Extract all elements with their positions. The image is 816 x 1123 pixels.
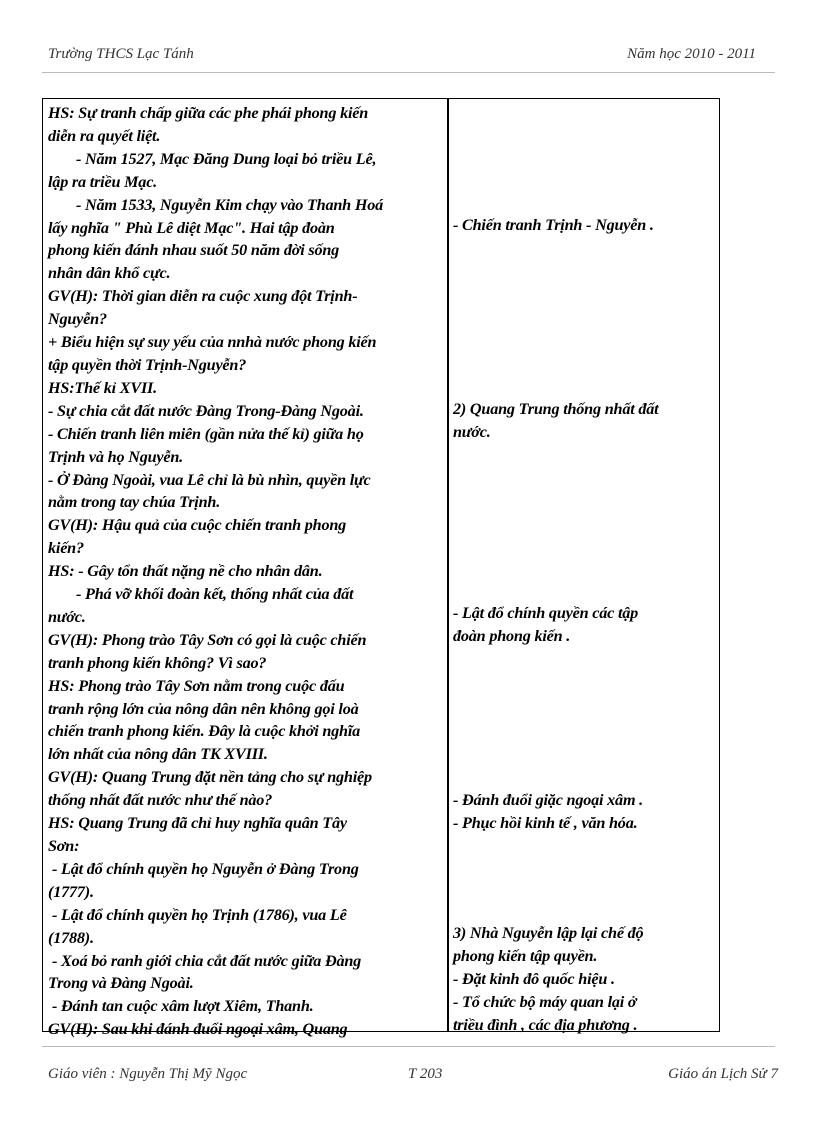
column-divider [447,99,449,1031]
left-line: - Chiến tranh liên miên (gần nửa thế kỉ) giữa họ [48,424,364,443]
page-number: T 203 [408,1066,443,1082]
lesson-table [42,98,720,1039]
left-line: - Ở Đàng Ngoài, vua Lê chỉ là bù nhìn, quyền lực [48,470,371,489]
left-line: (1777). [48,882,94,901]
left-line: Trong và Đàng Ngoài. [48,974,194,993]
left-line: tranh phong kiến không? Vì sao? [48,653,267,672]
left-line: - Lật đổ chính quyền họ Nguyễn ở Đàng Trong [52,859,359,878]
left-line: chiến tranh phong kiến. Đây là cuộc khởi nghĩa [48,722,361,741]
left-line: GV(H): Phong trào Tây Sơn có gọi là cuộc chiến [48,630,367,649]
right-line: nước. [453,423,491,441]
teacher-name: Giáo viên : Nguyễn Thị Mỹ Ngọc [48,1066,248,1082]
left-line: Sơn: [48,837,80,855]
left-line: (1788). [48,928,94,947]
lesson-content-column [453,99,715,1034]
left-line: nhân dân khổ cực. [48,264,171,283]
left-line: HS: Phong trào Tây Sơn nằm trong cuộc đấu [48,676,345,695]
left-line: HS: Sự tranh chấp giữa các phe phái phong kiến [48,104,369,122]
right-line: - Tổ chức bộ máy quan lại ở [453,993,637,1011]
right-line: 3) Nhà Nguyễn lập lại chế độ [453,924,644,942]
right-line: 2) Quang Trung thống nhất đất [453,400,659,418]
left-line: lấy nghĩa " Phù Lê diệt Mạc". Hai tập đoàn [48,218,335,237]
school-year: Năm học 2010 - 2011 [627,46,756,62]
left-line: HS:Thế kỉ XVII. [48,378,157,397]
left-line: diễn ra quyết liệt. [48,126,161,145]
left-line: GV(H): Sau khi đánh đuổi ngoại xâm, Quang [48,1020,348,1039]
right-line: - Chiến tranh Trịnh - Nguyễn . [453,216,654,234]
left-line: thống nhất đất nước như thế nào? [48,791,273,810]
right-line: triều đình , các địa phương . [453,1016,638,1034]
left-line: - Xoá bỏ ranh giới chia cắt đất nước giữa Đàng [52,951,362,970]
left-line: HS: Quang Trung đã chỉ huy nghĩa quân Tây [48,814,347,833]
right-line: đoàn phong kiến . [453,627,571,645]
left-line: GV(H): Quang Trung đặt nền tảng cho sự nghiệp [48,768,372,787]
left-line: GV(H): Thời gian diễn ra cuộc xung đột Trịnh- [48,287,358,306]
left-line: GV(H): Hậu quả của cuộc chiến tranh phong [48,516,347,535]
left-line: tập quyền thời Trịnh-Nguyễn? [48,355,247,374]
left-line: HS: - Gây tổn thất nặng nề cho nhân dân. [48,562,323,581]
footer-divider [42,1046,775,1047]
left-line: lập ra triều Mạc. [48,172,158,191]
right-line: - Đánh đuổi giặc ngoại xâm . [453,791,644,809]
right-line: phong kiến tập quyền. [453,947,598,965]
left-line: - Năm 1533, Nguyễn Kim chạy vào Thanh Hoá [76,195,384,214]
left-line: kiến? [48,539,84,558]
header-divider [42,72,775,73]
page-header [48,46,756,68]
right-line: - Lật đổ chính quyền các tập [453,604,639,622]
left-line: tranh rộng lớn của nông dân nên không gọi loà [48,699,359,718]
left-line: - Đánh tan cuộc xâm lượt Xiêm, Thanh. [52,997,314,1016]
left-line: - Lật đổ chính quyền họ Trịnh (1786), vua Lê [52,905,347,924]
school-name: Trường THCS Lạc Tánh [48,46,194,62]
right-line: - Đặt kinh đô quốc hiệu . [453,970,615,988]
left-line: - Sự chia cắt đất nước Đàng Trong-Đàng Ngoài. [48,401,364,420]
teacher-student-activity-column [48,102,444,1041]
left-line: + Biểu hiện sự suy yếu của nnhà nước phong kiến [48,333,377,352]
left-line: nước. [48,607,86,626]
left-line: phong kiến đánh nhau suốt 50 năm đời sống [48,241,340,260]
left-line: - Năm 1527, Mạc Đăng Dung loại bỏ triều Lê, [76,149,377,168]
right-line: - Phục hồi kinh tế , văn hóa. [453,814,638,832]
page-footer [48,1066,778,1088]
left-line: Trịnh và họ Nguyễn. [48,447,184,466]
subject-label: Giáo án Lịch Sử 7 [668,1066,778,1082]
left-line: lớn nhất của nông dân TK XVIII. [48,745,268,764]
left-line: nằm trong tay chúa Trịnh. [48,493,221,512]
left-line: - Phá vỡ khối đoàn kết, thống nhất của đất [76,585,354,604]
left-line: Nguyễn? [48,310,107,329]
